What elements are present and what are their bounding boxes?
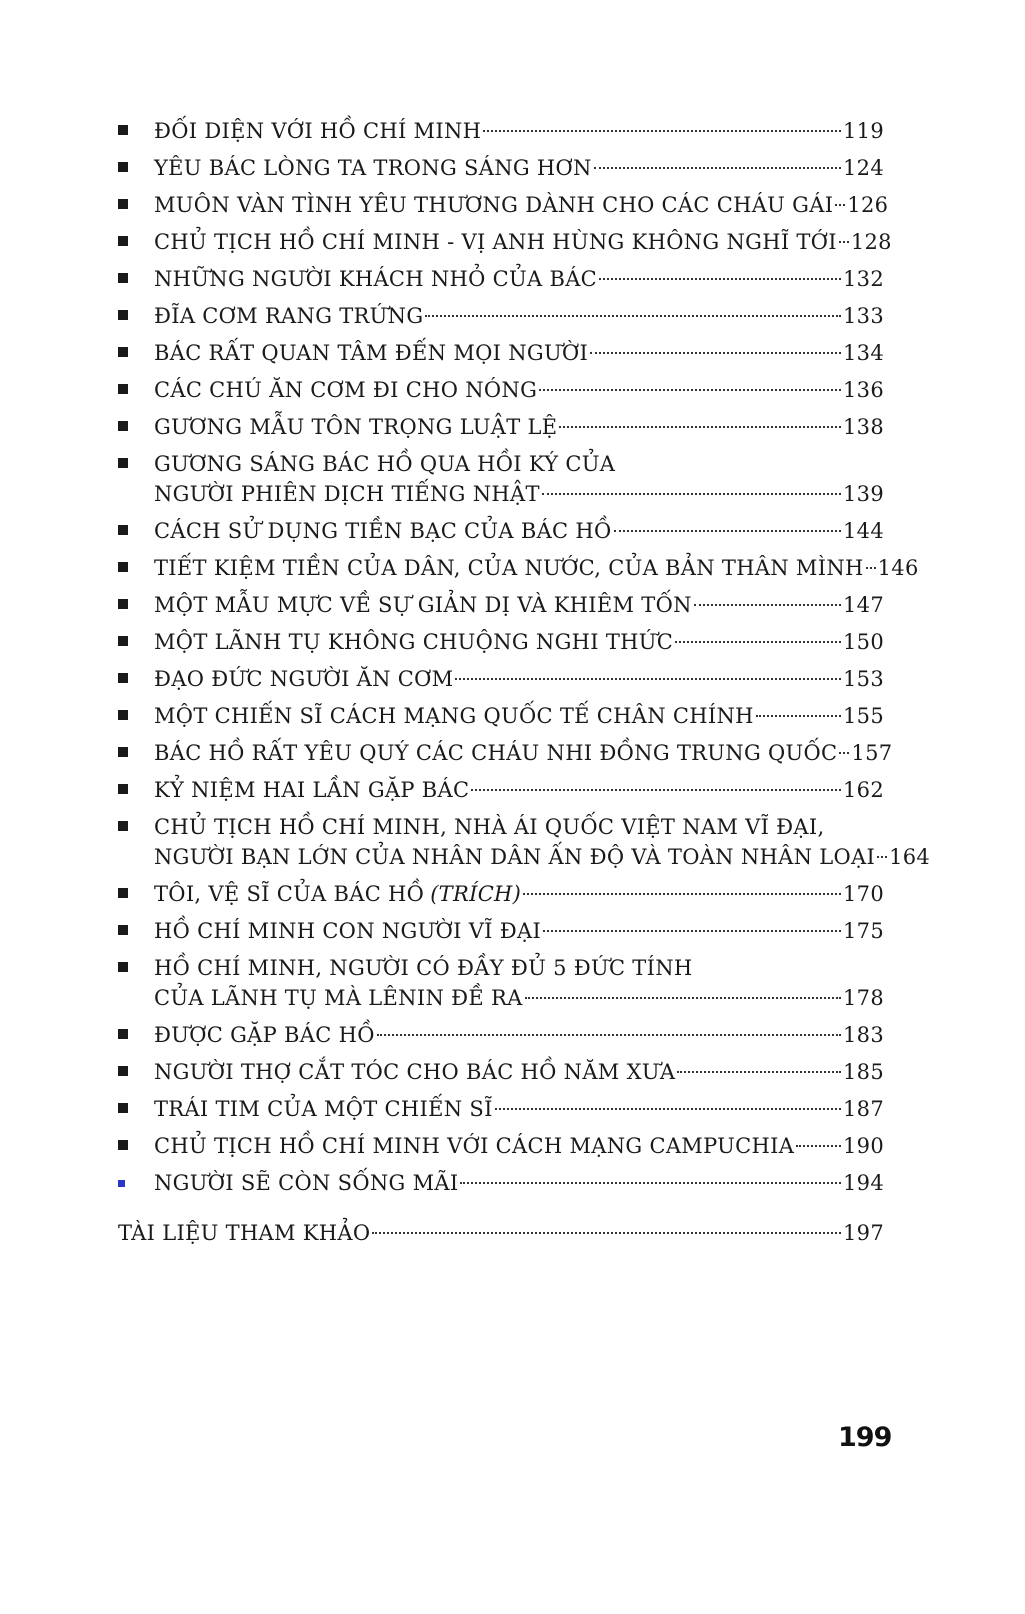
bullet-icon (118, 384, 128, 394)
bullet-icon (118, 199, 128, 209)
dot-leader (495, 1108, 841, 1110)
toc-entry-page: 139 (843, 482, 884, 506)
dot-leader (594, 167, 841, 169)
toc-entry-page: 185 (843, 1060, 884, 1084)
toc-entry-page: 133 (843, 304, 884, 328)
toc-entry-page: 178 (843, 986, 884, 1010)
toc-entry (118, 775, 884, 805)
references-page: 197 (843, 1221, 884, 1245)
toc-entry-title: NHỮNG NGƯỜI KHÁCH NHỎ CỦA BÁC (154, 267, 598, 291)
toc-entry (118, 953, 884, 1013)
toc-entry-title: MUÔN VÀN TÌNH YÊU THƯƠNG DÀNH CHO CÁC CHÁU GÁI (154, 193, 834, 217)
bullet-icon (118, 925, 128, 935)
table-of-contents (118, 116, 931, 1205)
toc-entry-title: CHỦ TỊCH HỒ CHÍ MINH, NHÀ ÁI QUỐC VIỆT NAM VĨ ĐẠI, (154, 815, 825, 839)
toc-entry-title: TIẾT KIỆM TIỀN CỦA DÂN, CỦA NƯỚC, CỦA BẢN THÂN MÌNH (154, 556, 864, 580)
toc-entry-title: ĐẠO ĐỨC NGƯỜI ĂN CƠM (154, 667, 454, 691)
toc-entry-page: 155 (843, 704, 884, 728)
dot-leader (455, 678, 841, 680)
dot-leader (523, 893, 841, 895)
bullet-icon (118, 236, 128, 246)
toc-entry (118, 449, 884, 509)
toc-entry-page: 147 (843, 593, 884, 617)
toc-entry-title: MỘT CHIẾN SĨ CÁCH MẠNG QUỐC TẾ CHÂN CHÍNH (154, 704, 754, 728)
dot-leader (614, 530, 842, 532)
toc-entry-title: NGƯỜI THỢ CẮT TÓC CHO BÁC HỒ NĂM XƯA (154, 1060, 676, 1084)
bullet-icon (118, 525, 128, 535)
toc-entry (118, 1057, 884, 1087)
bullet-icon (118, 747, 128, 757)
toc-entry-page: 157 (851, 741, 893, 765)
toc-entry (118, 553, 919, 583)
toc-entry-title: HỒ CHÍ MINH CON NGƯỜI VĨ ĐẠI (154, 919, 542, 943)
bullet-icon (118, 821, 128, 831)
toc-entry (118, 1094, 884, 1124)
toc-entry-page: 146 (877, 556, 919, 580)
references-label: TÀI LIỆU THAM KHẢO (118, 1221, 371, 1245)
toc-entry (118, 664, 884, 694)
dot-leader (599, 278, 841, 280)
bullet-icon (118, 1066, 128, 1076)
dot-leader (542, 493, 841, 495)
bullet-icon (118, 784, 128, 794)
toc-entry-title: YÊU BÁC LÒNG TA TRONG SÁNG HƠN (154, 156, 592, 180)
references-entry (118, 1218, 884, 1248)
toc-entry-note: (TRÍCH) (430, 882, 522, 906)
toc-entry-title: ĐĨA CƠM RANG TRỨNG (154, 304, 424, 328)
toc-entry-page: 119 (843, 119, 884, 143)
toc-entry (118, 738, 893, 768)
toc-entry (118, 338, 884, 368)
dot-leader (425, 315, 841, 317)
bullet-icon (118, 888, 128, 898)
bullet-icon (118, 458, 128, 468)
toc-entry-page: 194 (843, 1171, 884, 1195)
toc-entry (118, 516, 884, 546)
toc-entry-title: BÁC RẤT QUAN TÂM ĐẾN MỌI NGƯỜI (154, 341, 589, 365)
bullet-icon (118, 421, 128, 431)
toc-entry-title: BÁC HỒ RẤT YÊU QUÝ CÁC CHÁU NHI ĐỒNG TRUNG QUỐC (154, 741, 838, 765)
toc-entry (118, 627, 884, 657)
dot-leader (694, 604, 841, 606)
dot-leader (839, 241, 849, 243)
dot-leader (866, 567, 876, 569)
bullet-icon (118, 962, 128, 972)
toc-entry (118, 916, 884, 946)
toc-entry-title: CÁC CHÚ ĂN CƠM ĐI CHO NÓNG (154, 378, 538, 402)
toc-entry-title: CHỦ TỊCH HỒ CHÍ MINH VỚI CÁCH MẠNG CAMPUCHIA (154, 1134, 795, 1158)
dot-leader (877, 856, 887, 858)
toc-entry-page: 187 (843, 1097, 884, 1121)
toc-entry-title: TÔI, VỆ SĨ CỦA BÁC HỒ (154, 882, 425, 906)
bullet-icon (118, 162, 128, 172)
bullet-icon (118, 710, 128, 720)
toc-entry (118, 227, 892, 257)
toc-entry (118, 590, 884, 620)
dot-leader (372, 1232, 841, 1234)
toc-entry-page: 126 (847, 193, 889, 217)
dot-leader (590, 352, 841, 354)
bullet-icon (118, 1180, 125, 1187)
toc-entry-page: 175 (843, 919, 884, 943)
bullet-icon (118, 636, 128, 646)
bullet-icon (118, 562, 128, 572)
dot-leader (839, 752, 849, 754)
toc-entry-title: NGƯỜI PHIÊN DỊCH TIẾNG NHẬT (154, 482, 540, 506)
toc-entry-page: 150 (843, 630, 884, 654)
toc-entry (118, 412, 884, 442)
toc-entry-title: MỘT LÃNH TỤ KHÔNG CHUỘNG NGHI THỨC (154, 630, 674, 654)
toc-entry (118, 190, 889, 220)
toc-entry-title: ĐỐI DIỆN VỚI HỒ CHÍ MINH (154, 119, 482, 143)
page-number: 199 (838, 1422, 892, 1453)
toc-entry-page: 183 (843, 1023, 884, 1047)
dot-leader (471, 789, 841, 791)
toc-entry-page: 128 (850, 230, 892, 254)
bullet-icon (118, 125, 128, 135)
toc-entry-title: CỦA LÃNH TỤ MÀ LÊNIN ĐỀ RA (154, 986, 523, 1010)
toc-entry (118, 264, 884, 294)
bullet-icon (118, 273, 128, 283)
bullet-icon (118, 347, 128, 357)
toc-entry (118, 301, 884, 331)
toc-entry (118, 153, 884, 183)
toc-entry-page: 136 (843, 378, 884, 402)
toc-entry-title: NGƯỜI BẠN LỚN CỦA NHÂN DÂN ẤN ĐỘ VÀ TOÀN NHÂN LOẠI (154, 845, 876, 869)
bullet-icon (118, 673, 128, 683)
dot-leader (539, 389, 841, 391)
toc-entry-title: CHỦ TỊCH HỒ CHÍ MINH - VỊ ANH HÙNG KHÔNG NGHĨ TỚI (154, 230, 837, 254)
toc-entry-page: 144 (843, 519, 884, 543)
toc-entry (118, 812, 931, 872)
dot-leader (543, 930, 841, 932)
bullet-icon (118, 1029, 128, 1039)
dot-leader (675, 641, 841, 643)
dot-leader (460, 1182, 841, 1184)
dot-leader (756, 715, 841, 717)
dot-leader (835, 204, 845, 206)
bullet-icon (118, 599, 128, 609)
toc-entry-page: 134 (843, 341, 884, 365)
toc-entry-title: ĐƯỢC GẶP BÁC HỒ (154, 1023, 375, 1047)
toc-entry (118, 879, 884, 909)
dot-leader (377, 1034, 841, 1036)
toc-entry (118, 1020, 884, 1050)
toc-entry-page: 164 (889, 845, 931, 869)
toc-entry-page: 190 (843, 1134, 884, 1158)
dot-leader (559, 426, 841, 428)
toc-entry-page: 170 (843, 882, 884, 906)
toc-entry (118, 1131, 884, 1161)
bullet-icon (118, 1140, 128, 1150)
dot-leader (796, 1145, 841, 1147)
toc-entry (118, 116, 884, 146)
toc-entry-title: GƯƠNG SÁNG BÁC HỒ QUA HỒI KÝ CỦA (154, 452, 616, 476)
dot-leader (677, 1071, 841, 1073)
toc-entry (118, 1168, 884, 1198)
toc-entry-title: CÁCH SỬ DỤNG TIỀN BẠC CỦA BÁC HỒ (154, 519, 612, 543)
toc-entry-page: 138 (843, 415, 884, 439)
toc-entry (118, 375, 884, 405)
toc-entry-page: 132 (843, 267, 884, 291)
dot-leader (525, 997, 841, 999)
dot-leader (483, 130, 841, 132)
toc-entry (118, 701, 884, 731)
toc-entry-title: NGƯỜI SẼ CÒN SỐNG MÃI (154, 1171, 459, 1195)
toc-entry-title: HỒ CHÍ MINH, NGƯỜI CÓ ĐẦY ĐỦ 5 ĐỨC TÍNH (154, 956, 693, 980)
toc-entry-title: MỘT MẪU MỰC VỀ SỰ GIẢN DỊ VÀ KHIÊM TỐN (154, 593, 692, 617)
toc-entry-title: GƯƠNG MẪU TÔN TRỌNG LUẬT LỆ (154, 415, 558, 439)
toc-entry-title: TRÁI TIM CỦA MỘT CHIẾN SĨ (154, 1097, 493, 1121)
toc-entry-page: 162 (843, 778, 884, 802)
bullet-icon (118, 1103, 128, 1113)
bullet-icon (118, 310, 128, 320)
toc-entry-page: 153 (843, 667, 884, 691)
toc-entry-title: KỶ NIỆM HAI LẦN GẶP BÁC (154, 778, 470, 802)
toc-entry-page: 124 (843, 156, 884, 180)
